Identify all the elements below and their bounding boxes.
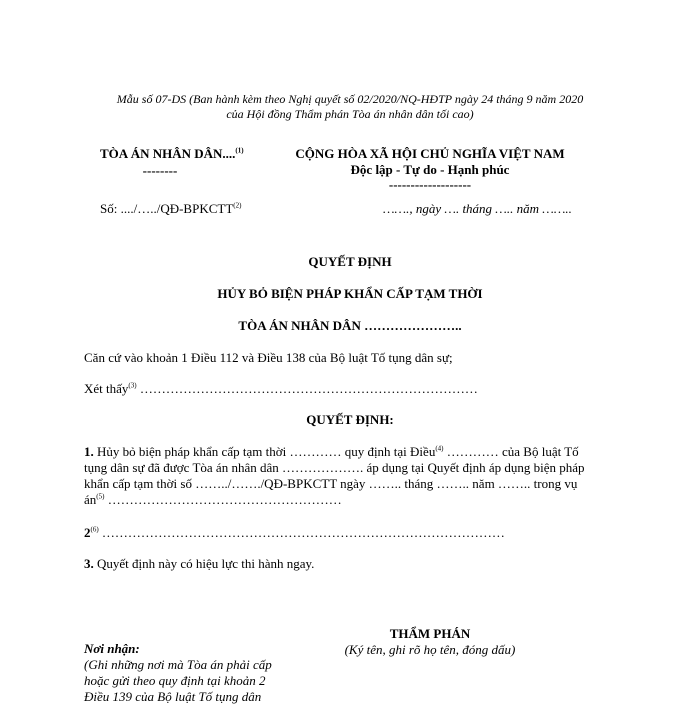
item-1-line1 bbox=[84, 444, 579, 460]
motto-dashes: ------------------- bbox=[388, 177, 472, 192]
recipients-line2: hoặc gửi theo quy định tại khoản 2 bbox=[84, 673, 266, 688]
document-subject: HỦY BỎ BIỆN PHÁP KHẨN CẤP TẠM THỜI bbox=[217, 286, 483, 301]
signature-title: THẨM PHÁN bbox=[389, 626, 471, 641]
item-1-line4-b: ……………………………………………… bbox=[104, 492, 342, 507]
decision-number-text: Số: ..../…../QĐ-BPKCTT bbox=[100, 201, 234, 216]
item-2 bbox=[84, 525, 505, 541]
court-name bbox=[100, 146, 244, 162]
decision-number bbox=[100, 201, 241, 217]
item-3-text: Quyết định này có hiệu lực thi hành ngay. bbox=[93, 556, 315, 571]
recipients-line3: Điều 139 của Bộ luật Tố tụng dân bbox=[84, 689, 262, 704]
document-title: QUYẾT ĐỊNH bbox=[308, 254, 392, 269]
item-1-number: 1. bbox=[84, 444, 94, 459]
form-note-line1: Mẫu số 07-DS (Ban hành kèm theo Nghị quyết số 02/2020/NQ-HĐTP ngày 24 tháng 9 năm 2020 bbox=[116, 92, 584, 106]
signature-note: (Ký tên, ghi rõ họ tên, đóng dấu) bbox=[344, 642, 516, 657]
issue-date: ……., ngày …. tháng ….. năm …….. bbox=[383, 201, 572, 216]
item-1-line2: tụng dân sự đã được Tòa án nhân dân ………………. áp dụng tại Quyết định áp dụng biện pháp bbox=[84, 460, 585, 475]
item-2-dots: ………………………………………………………………………………… bbox=[98, 525, 505, 540]
court-dashes: -------- bbox=[142, 163, 178, 178]
considering-label: Xét thấy bbox=[84, 381, 129, 396]
item-1-text-a: Hủy bỏ biện pháp khẩn cấp tạm thời ………… quy định tại Điều bbox=[93, 444, 436, 459]
footnote-6-marker: (6) bbox=[90, 525, 99, 534]
recipients-label: Nơi nhận: bbox=[84, 641, 140, 656]
footnote-2-marker: (2) bbox=[233, 201, 242, 210]
form-note-line2: của Hội đồng Thẩm phán Tòa án nhân dân tối cao) bbox=[226, 107, 474, 121]
footnote-1-marker: (1) bbox=[235, 146, 244, 155]
footnote-4-marker: (4) bbox=[435, 444, 444, 453]
item-1-line3: khẩn cấp tạm thời số ……../……./QĐ-BPKCTT ngày …….. tháng …….. năm …….. trong vụ bbox=[84, 476, 578, 491]
decision-heading: QUYẾT ĐỊNH: bbox=[306, 412, 394, 427]
item-3 bbox=[84, 556, 314, 572]
issuing-court: TÒA ÁN NHÂN DÂN ………………….. bbox=[238, 318, 462, 333]
footnote-3-marker: (3) bbox=[128, 381, 137, 390]
recipients-line1: (Ghi những nơi mà Tòa án phải cấp bbox=[84, 657, 272, 672]
item-3-number: 3. bbox=[84, 556, 94, 571]
item-2-number: 2 bbox=[84, 525, 91, 540]
considering-line bbox=[84, 381, 478, 397]
country-name: CỘNG HÒA XÃ HỘI CHỦ NGHĨA VIỆT NAM bbox=[295, 146, 565, 161]
item-1-line4-a: án bbox=[84, 492, 97, 507]
national-motto: Độc lập - Tự do - Hạnh phúc bbox=[350, 162, 510, 177]
item-1-text-b: ………… của Bộ luật Tố bbox=[443, 444, 579, 459]
legal-basis: Căn cứ vào khoản 1 Điều 112 và Điều 138 của Bộ luật Tố tụng dân sự; bbox=[84, 350, 453, 365]
considering-dots: …………………………………………………………………… bbox=[136, 381, 478, 396]
court-name-text: TÒA ÁN NHÂN DÂN.... bbox=[100, 146, 236, 161]
item-1-line4 bbox=[84, 492, 342, 508]
footnote-5-marker: (5) bbox=[96, 492, 105, 501]
